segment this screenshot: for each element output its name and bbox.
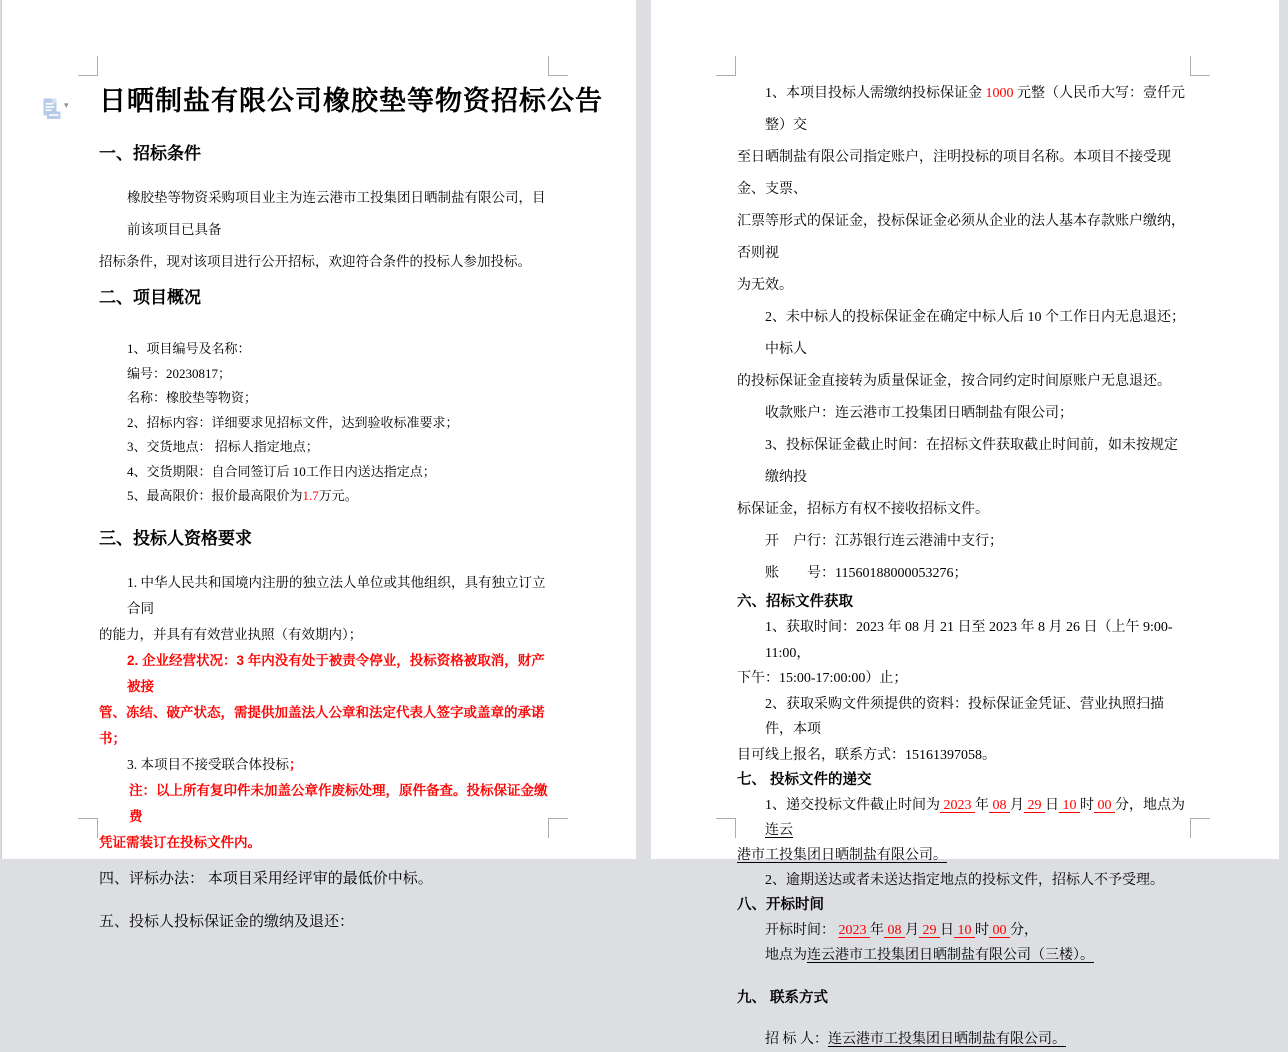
list-item: 2、招标内容：详细要求见招标文件，达到验收标准要求； bbox=[127, 414, 459, 430]
document-page-1 bbox=[1, 0, 636, 930]
qualification-warning-line: 管、冻结、破产状态，需提供加盖法人公章和法定代表人签字或盖章的承诺书； bbox=[99, 704, 545, 746]
deposit-line: 为无效。 bbox=[737, 278, 793, 293]
deadline-hour-unit: 时 bbox=[1080, 798, 1094, 813]
deadline-day-unit: 日 bbox=[1045, 798, 1059, 813]
deposit-terms-block bbox=[737, 0, 1191, 590]
opening-location-name: 连云港市工投集团日晒制盐有限公司（三楼）。 bbox=[807, 948, 1094, 963]
no-consortium-text: 3. 本项目不接受联合体投标 bbox=[127, 756, 289, 772]
deadline-year-unit: 年 bbox=[975, 798, 989, 813]
opening-year: 2023 bbox=[838, 923, 870, 938]
paragraph-line: 招标条件，现对该项目进行公开招标，欢迎符合条件的投标人参加投标。 bbox=[99, 254, 531, 269]
opening-time-pre: 开标时间： bbox=[765, 923, 839, 938]
opening-hour: 10 bbox=[954, 923, 975, 938]
submission-deadline-line bbox=[737, 793, 1191, 843]
refund-line: 2、未中标人的投标保证金在确定中标人后 10 个工作日内无息退还；中标人 bbox=[765, 310, 1185, 357]
section-heading-9: 九、 联系方式 bbox=[737, 990, 829, 1006]
paste-options-icon-svg bbox=[43, 98, 61, 120]
margin-crop-mark bbox=[716, 818, 736, 838]
price-limit-text: 5、最高限价：报价最高限价为 bbox=[127, 488, 303, 503]
document-page-2 bbox=[651, 0, 1279, 1047]
section-heading-3: 三、投标人资格要求 bbox=[99, 528, 252, 548]
page-title: 日晒制盐有限公司橡胶垫等物资招标公告 bbox=[99, 86, 603, 116]
bank-line: 开 户行：江苏银行连云港浦中支行； bbox=[765, 534, 1003, 549]
paste-options-control bbox=[43, 98, 77, 122]
tenderer-line bbox=[737, 1027, 1191, 1052]
page1-content bbox=[99, 0, 603, 933]
margin-crop-mark bbox=[78, 818, 98, 838]
deposit-line bbox=[737, 78, 1191, 142]
tenderer-name: 连云港市工投集团日晒制盐有限公司。 bbox=[828, 1032, 1066, 1047]
deadline-hour: 10 bbox=[1059, 798, 1080, 813]
qualification-warning-line: 2. 企业经营状况：3 年内没有处于被责令停业，投标资格被取消，财产被接 bbox=[127, 652, 545, 694]
paragraph-line: 橡胶垫等物资采购项目业主为连云港市工投集团日晒制盐有限公司，目前该项目已具备 bbox=[127, 190, 546, 237]
margin-crop-mark bbox=[1190, 818, 1210, 838]
submission-location-line: 港市工投集团日晒制盐有限公司。 bbox=[737, 848, 947, 863]
obtain-material-line: 2、获取采购文件须提供的资料：投标保证金凭证、营业执照扫描件，本项 bbox=[765, 696, 1164, 737]
deposit-line: 至日晒制盐有限公司指定账户，注明投标的项目名称。本项目不接受现金、支票、 bbox=[737, 150, 1171, 197]
deadline-pre: 1、递交投标文件截止时间为 bbox=[765, 798, 940, 813]
deadline-location-pre: ，地点为 bbox=[1129, 798, 1185, 813]
qualification-line bbox=[99, 752, 549, 778]
opening-block bbox=[737, 918, 1191, 968]
opening-location-line bbox=[737, 943, 1191, 968]
opening-time-line bbox=[737, 918, 1191, 943]
note-line: 注：以上所有复印件未加盖公章作废标处理，原件备查。投标保证金缴费 bbox=[129, 782, 548, 824]
intro-paragraph bbox=[99, 182, 549, 278]
opening-location-pre: 地点为 bbox=[765, 948, 807, 963]
list-item: 4、交货期限：自合同签订后 10工作日内送达指定点； bbox=[127, 463, 436, 479]
deadline-minute: 00 bbox=[1094, 798, 1115, 813]
account-number-line: 账 号：11560188000053276； bbox=[765, 566, 968, 581]
margin-crop-mark bbox=[548, 56, 568, 76]
section-4-evaluation: 四、评标办法： 本项目采用经评审的最低价中标。 bbox=[99, 870, 433, 887]
contact-block bbox=[737, 1027, 1191, 1052]
deposit-line: 汇票等形式的保证金，投标保证金必须从企业的法人基本存款账户缴纳，否则视 bbox=[737, 214, 1185, 261]
note-line: 凭证需装订在投标文件内。 bbox=[99, 834, 261, 850]
deposit-deadline-line: 标保证金，招标方有权不接收招标文件。 bbox=[737, 502, 989, 517]
deposit-amount-post: 元整（人民币大写：壹仟元整）交 bbox=[765, 86, 1185, 133]
opening-month: 08 bbox=[884, 923, 905, 938]
refund-line: 的投标保证金直接转为质量保证金，按合同约定时间原账户无息退还。 bbox=[737, 374, 1171, 389]
obtain-time-line: 下午：15:00-17:00:00）止； bbox=[737, 671, 908, 686]
deposit-amount-pre: 1、本项目投标人需缴纳投标保证金 bbox=[765, 86, 986, 101]
deadline-year: 2023 bbox=[940, 798, 975, 813]
qualification-line: 1. 中华人民共和国境内注册的独立法人单位或其他组织，具有独立订立合同 bbox=[127, 574, 546, 616]
deposit-amount-value: 1000 bbox=[985, 86, 1014, 101]
list-item: 编号：20230817； bbox=[127, 365, 232, 381]
margin-crop-mark bbox=[78, 56, 98, 76]
opening-month-unit: 月 bbox=[905, 923, 919, 938]
obtain-material-line: 目可线上报名，联系方式：15161397058。 bbox=[737, 747, 996, 763]
opening-day-unit: 日 bbox=[940, 923, 954, 938]
deadline-month: 08 bbox=[989, 798, 1010, 813]
list-item: 3、交货地点： 招标人指定地点； bbox=[127, 439, 319, 454]
list-item: 名称：橡胶垫等物资； bbox=[127, 390, 258, 405]
qualification-line: 的能力，并具有有效营业执照（有效期内）； bbox=[99, 626, 363, 642]
opening-year-unit: 年 bbox=[870, 923, 884, 938]
paste-options-icon[interactable] bbox=[43, 98, 61, 120]
margin-crop-mark bbox=[716, 56, 736, 76]
section-heading-1: 一、招标条件 bbox=[99, 144, 201, 163]
late-submission-line: 2、逾期送达或者未送达指定地点的投标文件，招标人不予受理。 bbox=[765, 873, 1164, 888]
obtain-time-line: 1、获取时间：2023 年 08 月 21 日至 2023 年 8 月 26 日（上午 9:00-11:00， bbox=[765, 620, 1173, 661]
deadline-day: 29 bbox=[1024, 798, 1045, 813]
margin-crop-mark bbox=[1190, 56, 1210, 76]
deadline-minute-unit: 分 bbox=[1115, 798, 1129, 813]
qualification-list bbox=[99, 570, 549, 856]
opening-day: 29 bbox=[919, 923, 940, 938]
margin-crop-mark bbox=[548, 818, 568, 838]
dropdown-arrow-icon[interactable]: ▾ bbox=[64, 101, 69, 111]
section-heading-7: 七、 投标文件的递交 bbox=[737, 772, 872, 788]
section-heading-8: 八、开标时间 bbox=[737, 897, 824, 913]
opening-minute-unit: 分 bbox=[1010, 923, 1024, 938]
list-item: 1、项目编号及名称： bbox=[127, 341, 251, 356]
no-consortium-mark: ； bbox=[289, 756, 303, 772]
section-heading-2: 二、项目概况 bbox=[99, 288, 201, 307]
page2-content bbox=[737, 0, 1191, 1052]
opening-minute: 00 bbox=[989, 923, 1010, 938]
project-overview-list bbox=[99, 337, 549, 509]
submission-block bbox=[737, 793, 1191, 893]
tenderer-label: 招 标 人： bbox=[765, 1032, 828, 1047]
price-limit-unit: 万元。 bbox=[318, 488, 358, 503]
document-obtain-block bbox=[737, 615, 1191, 768]
section-heading-6: 六、招标文件获取 bbox=[737, 594, 853, 610]
deposit-deadline-line: 3、投标保证金截止时间：在招标文件获取截止时间前，如未按规定缴纳投 bbox=[765, 438, 1178, 485]
payee-account-line: 收款账户：连云港市工投集团日晒制盐有限公司； bbox=[765, 406, 1073, 421]
deadline-month-unit: 月 bbox=[1010, 798, 1024, 813]
deadline-location-start: 连云 bbox=[765, 823, 793, 838]
section-5-deposit: 五、投标人投标保证金的缴纳及退还： bbox=[99, 913, 355, 930]
opening-hour-unit: 时 bbox=[975, 923, 989, 938]
price-limit-value: 1.7 bbox=[302, 488, 319, 503]
opening-time-tail: ， bbox=[1024, 923, 1038, 938]
list-item-price-limit bbox=[99, 484, 549, 509]
